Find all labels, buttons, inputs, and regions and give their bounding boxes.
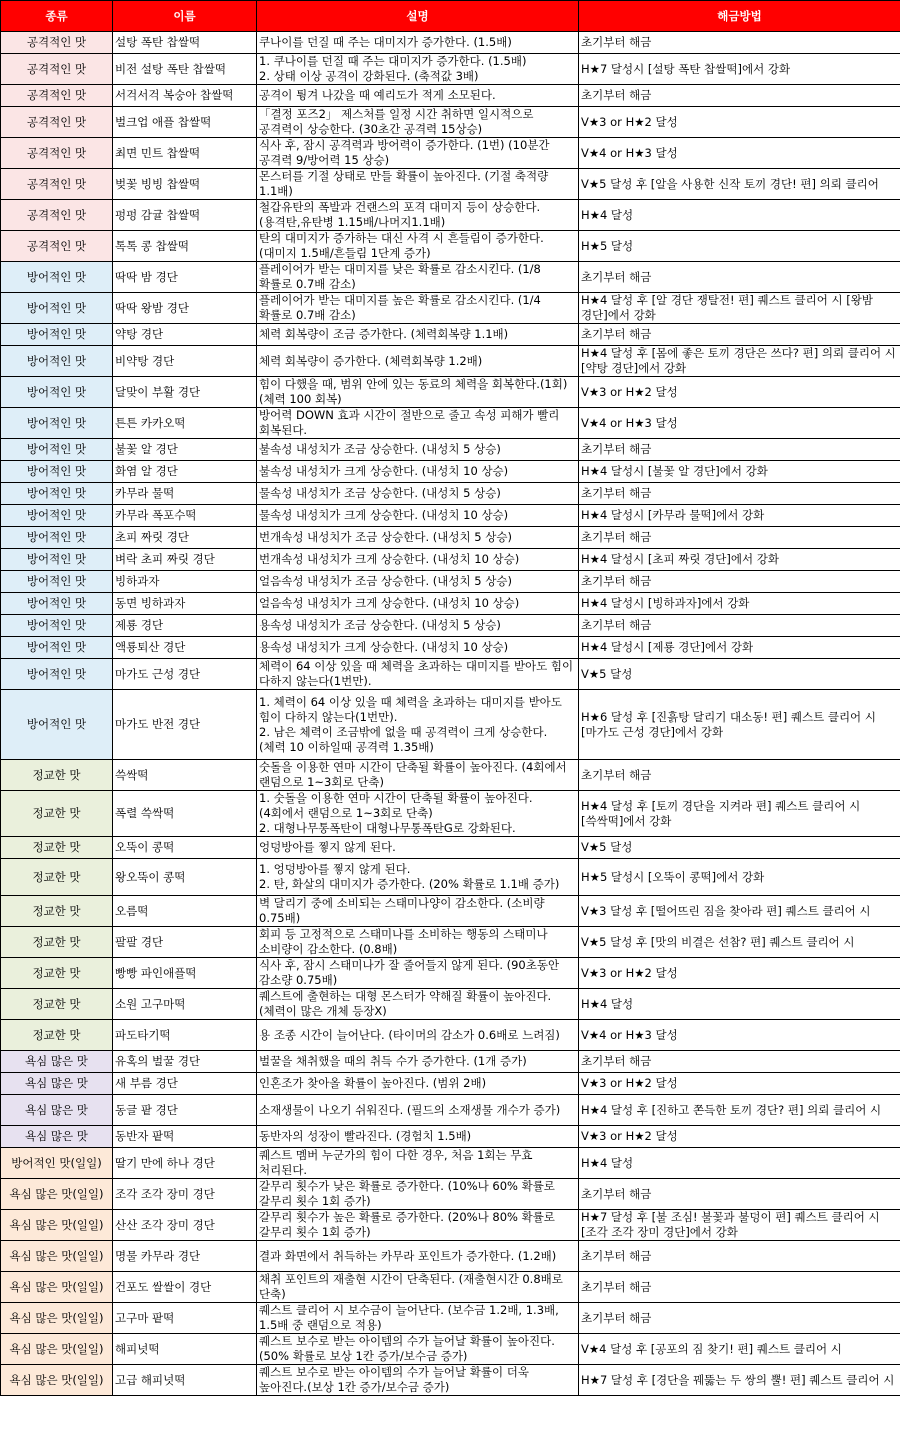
table-row <box>1 837 900 859</box>
cell-unlock: H★4 달성시 [초피 짜릿 경단]에서 강화 <box>579 549 900 571</box>
cell-category: 공격적인 맛 <box>1 54 113 85</box>
cell-name: 딱딱 왕밤 경단 <box>113 293 257 324</box>
table-row <box>1 1303 900 1334</box>
cell-unlock: 초기부터 해금 <box>579 571 900 593</box>
cell-description: 쿠나이를 던질 때 주는 대미지가 증가한다. (1.5배) <box>257 32 579 54</box>
cell-description: 소재생물이 나오기 쉬워진다. (필드의 소재생물 개수가 증가) <box>257 1095 579 1126</box>
table-row <box>1 324 900 346</box>
header-name: 이름 <box>113 1 257 32</box>
cell-unlock: 초기부터 해금 <box>579 1051 900 1073</box>
table-row <box>1 439 900 461</box>
cell-description: 동반자의 성장이 빨라진다. (경험치 1.5배) <box>257 1126 579 1148</box>
cell-description: 얼음속성 내성치가 크게 상승한다. (내성치 10 상승) <box>257 593 579 615</box>
cell-category: 방어적인 맛 <box>1 659 113 690</box>
table-row <box>1 346 900 377</box>
cell-name: 왕오뚝이 콩떡 <box>113 859 257 896</box>
table-row <box>1 461 900 483</box>
cell-category: 정교한 맛 <box>1 791 113 837</box>
cell-description: 체력이 64 이상 있을 때 체력을 초과하는 대미지를 받아도 힘이 다하지 않는다(1번만). <box>257 659 579 690</box>
table-row <box>1 1095 900 1126</box>
cell-description: 힘이 다했을 때, 범위 안에 있는 동료의 체력을 회복한다.(1회) (체력 100 회복) <box>257 377 579 408</box>
cell-name: 마가도 근성 경단 <box>113 659 257 690</box>
cell-name: 빵빵 파인애플떡 <box>113 958 257 989</box>
cell-unlock: H★7 달성 후 [경단을 꿰뚫는 두 쌍의 뿔! 편] 퀘스트 클리어 시 <box>579 1365 900 1396</box>
cell-description: 벌꿀을 채취했을 때의 취득 수가 증가한다. (1개 증가) <box>257 1051 579 1073</box>
cell-unlock: V★5 달성 후 [알을 사용한 신작 토끼 경단! 편] 의뢰 클리어 <box>579 169 900 200</box>
cell-category: 정교한 맛 <box>1 859 113 896</box>
cell-description: 방어력 DOWN 효과 시간이 절반으로 줄고 속성 피해가 빨리 회복된다. <box>257 408 579 439</box>
cell-unlock: 초기부터 해금 <box>579 32 900 54</box>
cell-unlock: V★3 or H★2 달성 <box>579 107 900 138</box>
cell-unlock: V★5 달성 후 [맛의 비결은 선참? 편] 퀘스트 클리어 시 <box>579 927 900 958</box>
cell-description: 1. 숫돌을 이용한 연마 시간이 단축될 확률이 높아진다. (4회에서 랜덤으로 1~3회로 단축) 2. 대형나무통폭탄이 대형나무통폭탄G로 강화된다. <box>257 791 579 837</box>
cell-description: 용 조종 시간이 늘어난다. (타이머의 감소가 0.6배로 느려짐) <box>257 1020 579 1051</box>
cell-description: 갈무리 횟수가 높은 확률로 증가한다. (20%나 80% 확률로 갈무리 횟수 1회 증가) <box>257 1210 579 1241</box>
cell-category: 방어적인 맛 <box>1 549 113 571</box>
cell-name: 동반자 팥떡 <box>113 1126 257 1148</box>
table-row <box>1 659 900 690</box>
cell-name: 오뚝이 콩떡 <box>113 837 257 859</box>
header-unlock: 해금방법 <box>579 1 900 32</box>
cell-description: 숫돌을 이용한 연마 시간이 단축될 확률이 높아진다. (4회에서 랜덤으로 1~3회로 단축) <box>257 760 579 791</box>
cell-name: 딸기 만에 하나 경단 <box>113 1148 257 1179</box>
cell-category: 방어적인 맛 <box>1 461 113 483</box>
cell-unlock: H★7 달성시 [설탕 폭탄 찹쌀떡]에서 강화 <box>579 54 900 85</box>
cell-description: 물속성 내성치가 크게 상승한다. (내성치 10 상승) <box>257 505 579 527</box>
cell-name: 유혹의 벌꿀 경단 <box>113 1051 257 1073</box>
cell-name: 카무라 물떡 <box>113 483 257 505</box>
cell-description: 퀘스트 보수로 받는 아이템의 수가 늘어날 확률이 더욱 높아진다.(보상 1칸 증가/보수금 증가) <box>257 1365 579 1396</box>
cell-unlock: V★3 or H★2 달성 <box>579 1126 900 1148</box>
cell-description: 용속성 내성치가 조금 상승한다. (내성치 5 상승) <box>257 615 579 637</box>
cell-unlock: 초기부터 해금 <box>579 1179 900 1210</box>
table-row <box>1 505 900 527</box>
cell-description: 결과 화면에서 취득하는 카무라 포인트가 증가한다. (1.2배) <box>257 1241 579 1272</box>
cell-category: 공격적인 맛 <box>1 32 113 54</box>
cell-description: 번개속성 내성치가 조금 상승한다. (내성치 5 상승) <box>257 527 579 549</box>
cell-category: 방어적인 맛 <box>1 346 113 377</box>
cell-unlock: V★3 or H★2 달성 <box>579 958 900 989</box>
cell-description: 체력 회복량이 조금 증가한다. (체력회복량 1.1배) <box>257 324 579 346</box>
cell-category: 욕심 많은 맛(일일) <box>1 1210 113 1241</box>
cell-description: 탄의 대미지가 증가하는 대신 사격 시 흔들림이 증가한다. (대미지 1.5배/흔들림 1단계 증가) <box>257 231 579 262</box>
table-row <box>1 169 900 200</box>
cell-unlock: V★3 달성 후 [떨어뜨린 짐을 찾아라 편] 퀘스트 클리어 시 <box>579 896 900 927</box>
table-row <box>1 1365 900 1396</box>
cell-name: 초피 짜릿 경단 <box>113 527 257 549</box>
table-row <box>1 1126 900 1148</box>
cell-name: 벌크업 애플 찹쌀떡 <box>113 107 257 138</box>
cell-category: 욕심 많은 맛(일일) <box>1 1303 113 1334</box>
cell-category: 욕심 많은 맛(일일) <box>1 1272 113 1303</box>
cell-name: 최면 민트 찹쌀떡 <box>113 138 257 169</box>
cell-category: 방어적인 맛 <box>1 483 113 505</box>
cell-name: 불꽃 알 경단 <box>113 439 257 461</box>
cell-unlock: 초기부터 해금 <box>579 324 900 346</box>
table-row <box>1 1073 900 1095</box>
cell-name: 오름떡 <box>113 896 257 927</box>
cell-unlock: H★4 달성 후 [진하고 쫀득한 토끼 경단? 편] 의뢰 클리어 시 <box>579 1095 900 1126</box>
cell-unlock: V★5 달성 <box>579 837 900 859</box>
cell-name: 튼튼 카카오떡 <box>113 408 257 439</box>
cell-name: 벼락 초피 짜릿 경단 <box>113 549 257 571</box>
table-row <box>1 896 900 927</box>
cell-unlock: 초기부터 해금 <box>579 85 900 107</box>
cell-description: 1. 엉덩방아를 찧지 않게 된다. 2. 탄, 화살의 대미지가 증가한다. (20% 확률로 1.1배 증가) <box>257 859 579 896</box>
cell-description: 물속성 내성치가 조금 상승한다. (내성치 5 상승) <box>257 483 579 505</box>
cell-category: 욕심 많은 맛(일일) <box>1 1179 113 1210</box>
cell-category: 방어적인 맛 <box>1 505 113 527</box>
cell-description: 퀘스트 멤버 누군가의 힘이 다한 경우, 처음 1회는 무효 처리된다. <box>257 1148 579 1179</box>
cell-description: 벽 달리기 중에 소비되는 스태미나양이 감소한다. (소비량 0.75배) <box>257 896 579 927</box>
cell-name: 소원 고구마떡 <box>113 989 257 1020</box>
cell-unlock: 초기부터 해금 <box>579 439 900 461</box>
cell-name: 빙하과자 <box>113 571 257 593</box>
cell-unlock: 초기부터 해금 <box>579 483 900 505</box>
cell-unlock: 초기부터 해금 <box>579 527 900 549</box>
cell-category: 정교한 맛 <box>1 1020 113 1051</box>
cell-name: 명물 카무라 경단 <box>113 1241 257 1272</box>
cell-unlock: H★4 달성 후 [알 경단 쟁탈전! 편] 퀘스트 클리어 시 [왕밤 경단]에서 강화 <box>579 293 900 324</box>
table-row <box>1 859 900 896</box>
table-row <box>1 760 900 791</box>
cell-description: 인혼조가 찾아올 확률이 높아진다. (범위 2배) <box>257 1073 579 1095</box>
cell-category: 공격적인 맛 <box>1 85 113 107</box>
cell-unlock: H★4 달성 <box>579 989 900 1020</box>
cell-category: 방어적인 맛 <box>1 408 113 439</box>
cell-unlock: H★4 달성시 [카무라 물떡]에서 강화 <box>579 505 900 527</box>
table-row <box>1 593 900 615</box>
cell-name: 조각 조각 장미 경단 <box>113 1179 257 1210</box>
table-row <box>1 293 900 324</box>
cell-unlock: 초기부터 해금 <box>579 1303 900 1334</box>
cell-name: 서걱서걱 복숭아 찹쌀떡 <box>113 85 257 107</box>
cell-name: 비약탕 경단 <box>113 346 257 377</box>
cell-category: 방어적인 맛 <box>1 293 113 324</box>
cell-name: 새 부름 경단 <box>113 1073 257 1095</box>
cell-category: 욕심 많은 맛(일일) <box>1 1241 113 1272</box>
cell-unlock: H★4 달성 <box>579 200 900 231</box>
cell-unlock: 초기부터 해금 <box>579 760 900 791</box>
cell-name: 동면 빙하과자 <box>113 593 257 615</box>
table-row <box>1 791 900 837</box>
cell-description: 채취 포인트의 재출현 시간이 단축된다. (재출현시간 0.8배로 단축) <box>257 1272 579 1303</box>
cell-unlock: H★4 달성시 [제룡 경단]에서 강화 <box>579 637 900 659</box>
cell-category: 방어적인 맛 <box>1 439 113 461</box>
header-description: 설명 <box>257 1 579 32</box>
cell-category: 방어적인 맛(일일) <box>1 1148 113 1179</box>
cell-unlock: H★5 달성시 [오뚝이 콩떡]에서 강화 <box>579 859 900 896</box>
cell-name: 팔팔 경단 <box>113 927 257 958</box>
cell-category: 정교한 맛 <box>1 760 113 791</box>
cell-unlock: H★4 달성시 [빙하과자]에서 강화 <box>579 593 900 615</box>
cell-category: 방어적인 맛 <box>1 690 113 760</box>
cell-category: 공격적인 맛 <box>1 138 113 169</box>
cell-unlock: H★4 달성 후 [토끼 경단을 지켜라 편] 퀘스트 클리어 시 [쓱싹떡]에서 강화 <box>579 791 900 837</box>
table-row <box>1 690 900 760</box>
cell-category: 공격적인 맛 <box>1 200 113 231</box>
cell-name: 해피넛떡 <box>113 1334 257 1365</box>
cell-category: 방어적인 맛 <box>1 324 113 346</box>
table-row <box>1 200 900 231</box>
cell-category: 욕심 많은 맛(일일) <box>1 1334 113 1365</box>
table-row <box>1 408 900 439</box>
cell-description: 플레이어가 받는 대미지를 낮은 확률로 감소시킨다. (1/8 확률로 0.7배 감소) <box>257 262 579 293</box>
table-row <box>1 571 900 593</box>
cell-unlock: 초기부터 해금 <box>579 1241 900 1272</box>
cell-name: 쓱싹떡 <box>113 760 257 791</box>
cell-description: 갈무리 횟수가 낮은 확률로 증가한다. (10%나 60% 확률로 갈무리 횟수 1회 증가) <box>257 1179 579 1210</box>
cell-name: 파도타기떡 <box>113 1020 257 1051</box>
cell-unlock: H★4 달성시 [불꽃 알 경단]에서 강화 <box>579 461 900 483</box>
cell-description: 불속성 내성치가 크게 상승한다. (내성치 10 상승) <box>257 461 579 483</box>
cell-category: 방어적인 맛 <box>1 527 113 549</box>
table-row <box>1 262 900 293</box>
cell-category: 방어적인 맛 <box>1 571 113 593</box>
cell-category: 방어적인 맛 <box>1 615 113 637</box>
cell-name: 제룡 경단 <box>113 615 257 637</box>
cell-category: 방어적인 맛 <box>1 637 113 659</box>
cell-name: 비전 설탕 폭탄 찹쌀떡 <box>113 54 257 85</box>
cell-category: 욕심 많은 맛(일일) <box>1 1365 113 1396</box>
table-row <box>1 527 900 549</box>
table-row <box>1 138 900 169</box>
cell-description: 철갑유탄의 폭발과 건랜스의 포격 대미지 등이 상승한다. (용격탄,유탄병 1.15배/나머지1.1배) <box>257 200 579 231</box>
cell-name: 폭렬 쓱싹떡 <box>113 791 257 837</box>
cell-unlock: V★3 or H★2 달성 <box>579 377 900 408</box>
cell-category: 정교한 맛 <box>1 896 113 927</box>
table-row <box>1 927 900 958</box>
cell-category: 정교한 맛 <box>1 958 113 989</box>
table-row <box>1 1051 900 1073</box>
cell-unlock: H★7 달성 후 [불 조심! 불꽃과 불덩이 편] 퀘스트 클리어 시 [조각 조각 장미 경단]에서 강화 <box>579 1210 900 1241</box>
table-row <box>1 1241 900 1272</box>
table-body <box>1 32 900 1396</box>
cell-description: 1. 쿠나이를 던질 때 주는 대미지가 증가한다. (1.5배) 2. 상태 이상 공격이 강화된다. (축적값 3배) <box>257 54 579 85</box>
table-row <box>1 549 900 571</box>
cell-description: 공격이 튕겨 나갔을 때 예리도가 적게 소모된다. <box>257 85 579 107</box>
cell-description: 용속성 내성치가 크게 상승한다. (내성치 10 상승) <box>257 637 579 659</box>
cell-unlock: V★4 or H★3 달성 <box>579 1020 900 1051</box>
cell-description: 불속성 내성치가 조금 상승한다. (내성치 5 상승) <box>257 439 579 461</box>
table-row <box>1 1210 900 1241</box>
cell-name: 건포도 쌀쌀이 경단 <box>113 1272 257 1303</box>
cell-category: 정교한 맛 <box>1 837 113 859</box>
table-row <box>1 32 900 54</box>
cell-name: 딱딱 밤 경단 <box>113 262 257 293</box>
cell-category: 방어적인 맛 <box>1 377 113 408</box>
table-row <box>1 989 900 1020</box>
table-row <box>1 107 900 138</box>
cell-unlock: H★5 달성 <box>579 231 900 262</box>
cell-unlock: 초기부터 해금 <box>579 262 900 293</box>
cell-unlock: V★5 달성 <box>579 659 900 690</box>
table-row <box>1 958 900 989</box>
cell-name: 톡톡 콩 찹쌀떡 <box>113 231 257 262</box>
cell-unlock: V★3 or H★2 달성 <box>579 1073 900 1095</box>
header-category: 종류 <box>1 1 113 32</box>
cell-unlock: H★6 달성 후 [진흙탕 달리기 대소동! 편] 퀘스트 클리어 시 [마가도 근성 경단]에서 강화 <box>579 690 900 760</box>
cell-category: 욕심 많은 맛 <box>1 1073 113 1095</box>
cell-description: 퀘스트 보수로 받는 아이템의 수가 늘어날 확률이 높아진다.(50% 확률로 보상 1칸 증가/보수금 증가) <box>257 1334 579 1365</box>
cell-category: 공격적인 맛 <box>1 107 113 138</box>
cell-description: 얼음속성 내성치가 조금 상승한다. (내성치 5 상승) <box>257 571 579 593</box>
cell-category: 방어적인 맛 <box>1 593 113 615</box>
cell-description: 플레이어가 받는 대미지를 높은 확률로 감소시킨다. (1/4 확률로 0.7배 감소) <box>257 293 579 324</box>
cell-description: 1. 체력이 64 이상 있을 때 체력을 초과하는 대미지를 받아도 힘이 다하지 않는다(1번만). 2. 남은 체력이 조금밖에 없을 때 공격력이 크게 상승한다. (체력 10 이하일때 공격력 1.35배) <box>257 690 579 760</box>
cell-category: 방어적인 맛 <box>1 262 113 293</box>
cell-description: 몬스터를 기절 상태로 만들 확률이 높아진다. (기절 축적량 1.1배) <box>257 169 579 200</box>
cell-name: 동글 팥 경단 <box>113 1095 257 1126</box>
table-row <box>1 54 900 85</box>
table-row <box>1 1179 900 1210</box>
table-row <box>1 615 900 637</box>
cell-name: 마가도 반전 경단 <box>113 690 257 760</box>
cell-description: 퀘스트에 출현하는 대형 몬스터가 약해질 확률이 높아진다. (체력이 많은 개체 등장X) <box>257 989 579 1020</box>
cell-category: 욕심 많은 맛 <box>1 1051 113 1073</box>
cell-category: 욕심 많은 맛 <box>1 1095 113 1126</box>
cell-category: 욕심 많은 맛 <box>1 1126 113 1148</box>
header-row <box>1 1 900 32</box>
cell-name: 약탕 경단 <box>113 324 257 346</box>
cell-description: 회피 등 고정적으로 스태미나를 소비하는 행동의 스태미나 소비량이 감소한다. (0.8배) <box>257 927 579 958</box>
table-row <box>1 1020 900 1051</box>
cell-description: 「결정 포즈2」 제스처를 일정 시간 취하면 일시적으로 공격력이 상승한다. (30초간 공격력 15상승) <box>257 107 579 138</box>
cell-unlock: V★4 or H★3 달성 <box>579 408 900 439</box>
cell-unlock: 초기부터 해금 <box>579 615 900 637</box>
cell-category: 공격적인 맛 <box>1 231 113 262</box>
cell-unlock: H★4 달성 후 [몸에 좋은 토끼 경단은 쓰다? 편] 의뢰 클리어 시 [약탕 경단]에서 강화 <box>579 346 900 377</box>
cell-name: 설탕 폭탄 찹쌀떡 <box>113 32 257 54</box>
cell-description: 엉덩방아를 찧지 않게 된다. <box>257 837 579 859</box>
table-row <box>1 637 900 659</box>
cell-name: 카무라 폭포수떡 <box>113 505 257 527</box>
cell-name: 산산 조각 장미 경단 <box>113 1210 257 1241</box>
cell-name: 벚꽃 빙빙 찹쌀떡 <box>113 169 257 200</box>
table-row <box>1 377 900 408</box>
cell-unlock: V★4 달성 후 [공포의 짐 찾기! 편] 퀘스트 클리어 시 <box>579 1334 900 1365</box>
cell-description: 식사 후, 잠시 스태미나가 잘 줄어들지 않게 된다. (90초동안 감소량 0.75배) <box>257 958 579 989</box>
table-row <box>1 85 900 107</box>
cell-description: 퀘스트 클리어 시 보수금이 늘어난다. (보수금 1.2배, 1.3배, 1.5배 중 랜덤으로 적용) <box>257 1303 579 1334</box>
table-row <box>1 483 900 505</box>
cell-category: 공격적인 맛 <box>1 169 113 200</box>
table-row <box>1 1148 900 1179</box>
cell-name: 고구마 팥떡 <box>113 1303 257 1334</box>
table-row <box>1 1272 900 1303</box>
cell-name: 달맞이 부활 경단 <box>113 377 257 408</box>
cell-name: 펑펑 감귤 찹쌀떡 <box>113 200 257 231</box>
cell-unlock: V★4 or H★3 달성 <box>579 138 900 169</box>
cell-name: 화염 알 경단 <box>113 461 257 483</box>
cell-name: 고급 해피넛떡 <box>113 1365 257 1396</box>
cell-description: 식사 후, 잠시 공격력과 방어력이 증가한다. (1번) (10분간 공격력 9/방어력 15 상승) <box>257 138 579 169</box>
cell-description: 번개속성 내성치가 크게 상승한다. (내성치 10 상승) <box>257 549 579 571</box>
cell-description: 체력 회복량이 증가한다. (체력회복량 1.2배) <box>257 346 579 377</box>
cell-name: 액룡퇴산 경단 <box>113 637 257 659</box>
cell-category: 정교한 맛 <box>1 989 113 1020</box>
cell-category: 정교한 맛 <box>1 927 113 958</box>
table-row <box>1 1334 900 1365</box>
cell-unlock: H★4 달성 <box>579 1148 900 1179</box>
table-row <box>1 231 900 262</box>
cell-unlock: 초기부터 해금 <box>579 1272 900 1303</box>
